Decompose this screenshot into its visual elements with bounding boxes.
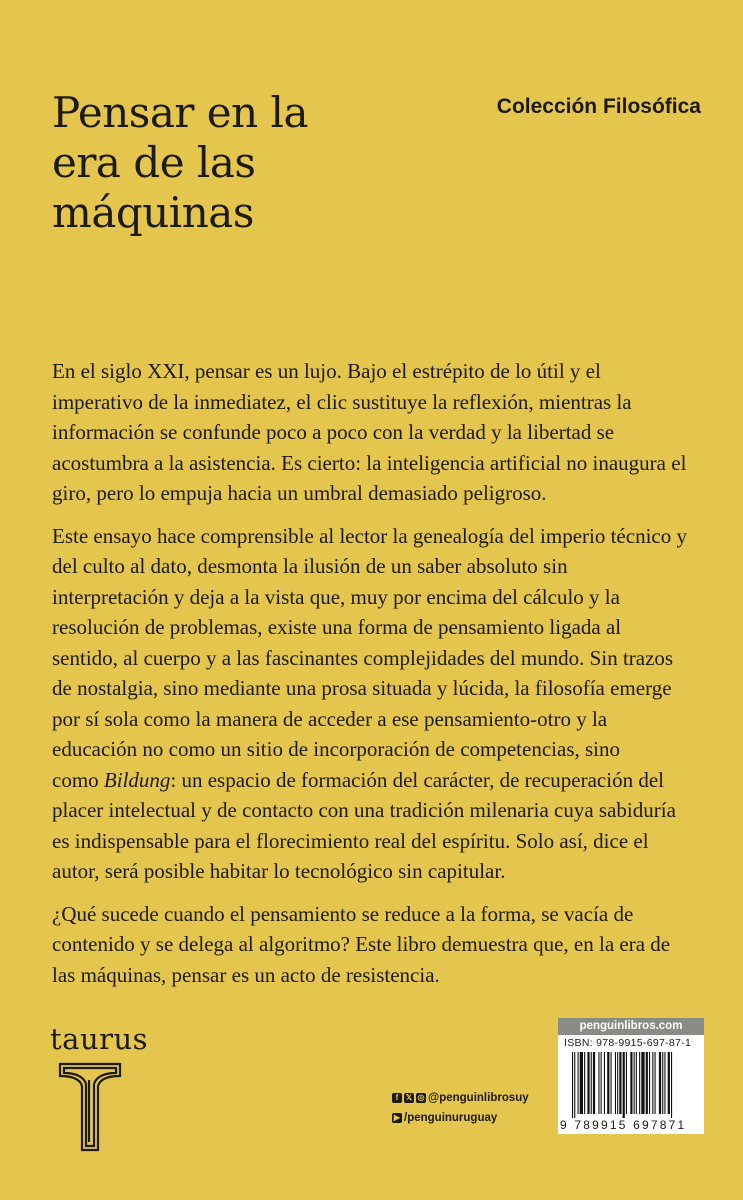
- book-title: [52, 88, 392, 238]
- barcode-bar: [636, 1052, 637, 1114]
- barcode-bar: [626, 1052, 627, 1114]
- social-row-2: [392, 1108, 529, 1128]
- barcode-panel: [558, 1035, 704, 1134]
- blurb-line: información se confunde poco a poco con la verdad y la libertad se: [52, 420, 615, 444]
- blurb-paragraph-1: [52, 356, 716, 509]
- social-row-1: [392, 1088, 529, 1108]
- publisher-website[interactable]: penguinlibros.com: [558, 1018, 704, 1035]
- barcode-bar: [671, 1052, 672, 1118]
- barcode-bar: [598, 1052, 599, 1114]
- title-line: máquinas: [52, 188, 254, 237]
- blurb-line: las máquinas, pensar es un acto de resistencia.: [52, 962, 440, 987]
- barcode-bar: [641, 1052, 644, 1114]
- blurb-text: como: [52, 767, 104, 792]
- title-line: Pensar en la: [52, 88, 309, 137]
- barcode-bar: [601, 1052, 602, 1114]
- blurb-line: interpretación y deja a la vista que, muy por encima del cálculo y la: [52, 584, 620, 609]
- barcode-bar: [623, 1052, 625, 1118]
- isbn-label: ISBN: 978-9915-697-87-1: [564, 1037, 692, 1049]
- barcode-bar: [591, 1052, 592, 1114]
- barcode-bar: [580, 1052, 583, 1114]
- barcode-bar: [659, 1052, 661, 1114]
- barcode-bar: [615, 1052, 616, 1114]
- youtube-icon: ▶: [393, 1113, 401, 1122]
- blurb-line: del culto al dato, desmonta la ilusión de un saber absoluto sin: [52, 554, 568, 578]
- barcode-bar: [649, 1052, 650, 1114]
- facebook-icon: f: [392, 1093, 402, 1103]
- blurb-line: [52, 765, 716, 796]
- blurb-line: autor, será posible habitar lo tecnológico sin capitular.: [52, 859, 506, 883]
- barcode-bar: [584, 1052, 585, 1114]
- barcode-bar: [604, 1052, 605, 1114]
- barcode-bar: [664, 1052, 665, 1114]
- blurb-line: resolución de problemas, existe una forma de pensamiento ligada al: [52, 615, 622, 639]
- barcode-bar: [572, 1052, 573, 1118]
- x-icon: 𝕏: [405, 1093, 413, 1102]
- taurus-logo-icon: [58, 1062, 122, 1152]
- barcode-digits: 9 789915 697871: [560, 1118, 687, 1132]
- barcode-bar: [607, 1052, 609, 1114]
- blurb-line: sentido, al cuerpo y a las fascinantes complejidades del mundo. Sin trazos: [52, 645, 674, 670]
- blurb-line: de nostalgia, sino mediante una prosa situada y lúcida, la filosofía emerge: [52, 676, 672, 700]
- social-handle-youtube[interactable]: /penguinuruguay: [404, 1112, 498, 1124]
- barcode-bar: [630, 1052, 632, 1114]
- barcode-bar: [578, 1052, 579, 1114]
- barcode-bar: [617, 1052, 618, 1114]
- barcode-bar: [639, 1052, 640, 1114]
- bildung-emphasis: Bildung: [103, 767, 171, 792]
- title-line: era de las: [52, 138, 256, 187]
- barcode-bar: [593, 1052, 595, 1114]
- instagram-icon: ◎: [417, 1093, 425, 1102]
- isbn-barcode-block: [558, 1018, 704, 1134]
- barcode-bar: [655, 1052, 656, 1114]
- barcode-bar: [646, 1052, 648, 1114]
- barcode-bar: [574, 1052, 575, 1118]
- blurb-line: acostumbra a la asistencia. Es cierto: la inteligencia artificial no inaugura el: [52, 450, 687, 475]
- blurb-line: placer intelectual y de contacto con una tradición milenaria cuya sabiduría: [52, 798, 676, 822]
- blurb-line: Este ensayo hace comprensible al lector la genealogía del imperio técnico y: [52, 523, 687, 548]
- blurb-paragraph-2: [52, 521, 716, 887]
- barcode-bar: [668, 1052, 670, 1114]
- barcode-bar: [619, 1052, 621, 1114]
- social-links: [392, 1088, 529, 1128]
- barcode-bar: [587, 1052, 589, 1114]
- blurb-line: ¿Qué sucede cuando el pensamiento se reduce a la forma, se vacía de: [52, 901, 634, 926]
- blurb-line: es indispensable para el florecimiento real del espíritu. Solo así, dice el: [52, 828, 649, 853]
- back-cover-blurb: [52, 356, 716, 1002]
- blurb-line: imperativo de la inmediatez, el clic sustituye la reflexión, mientras la: [52, 389, 632, 414]
- blurb-text: : un espacio de formación del carácter, de recuperación del: [170, 767, 664, 792]
- blurb-line: contenido y se delega al algoritmo? Este libro demuestra que, en la era de: [52, 932, 671, 956]
- barcode-bar: [662, 1052, 663, 1114]
- blurb-line: En el siglo XXI, pensar es un lujo. Bajo el estrépito de lo útil y el: [52, 359, 601, 383]
- blurb-paragraph-3: [52, 899, 716, 991]
- collection-name: Colección Filosófica: [496, 95, 701, 118]
- blurb-line: por sí sola como la manera de acceder a ese pensamiento-otro y la: [52, 706, 608, 731]
- barcode-bars: [572, 1052, 696, 1118]
- barcode-bar: [611, 1052, 612, 1114]
- social-handle-instagram[interactable]: @penguinlibrosuy: [428, 1092, 529, 1104]
- blurb-line: giro, pero lo empuja hacia un umbral demasiado peligroso.: [52, 481, 547, 505]
- blurb-line: educación no como un sitio de incorporación de competencias, sino: [52, 737, 620, 761]
- publisher-name: taurus: [50, 1022, 149, 1056]
- barcode-bar: [634, 1052, 635, 1114]
- barcode-bar: [652, 1052, 653, 1114]
